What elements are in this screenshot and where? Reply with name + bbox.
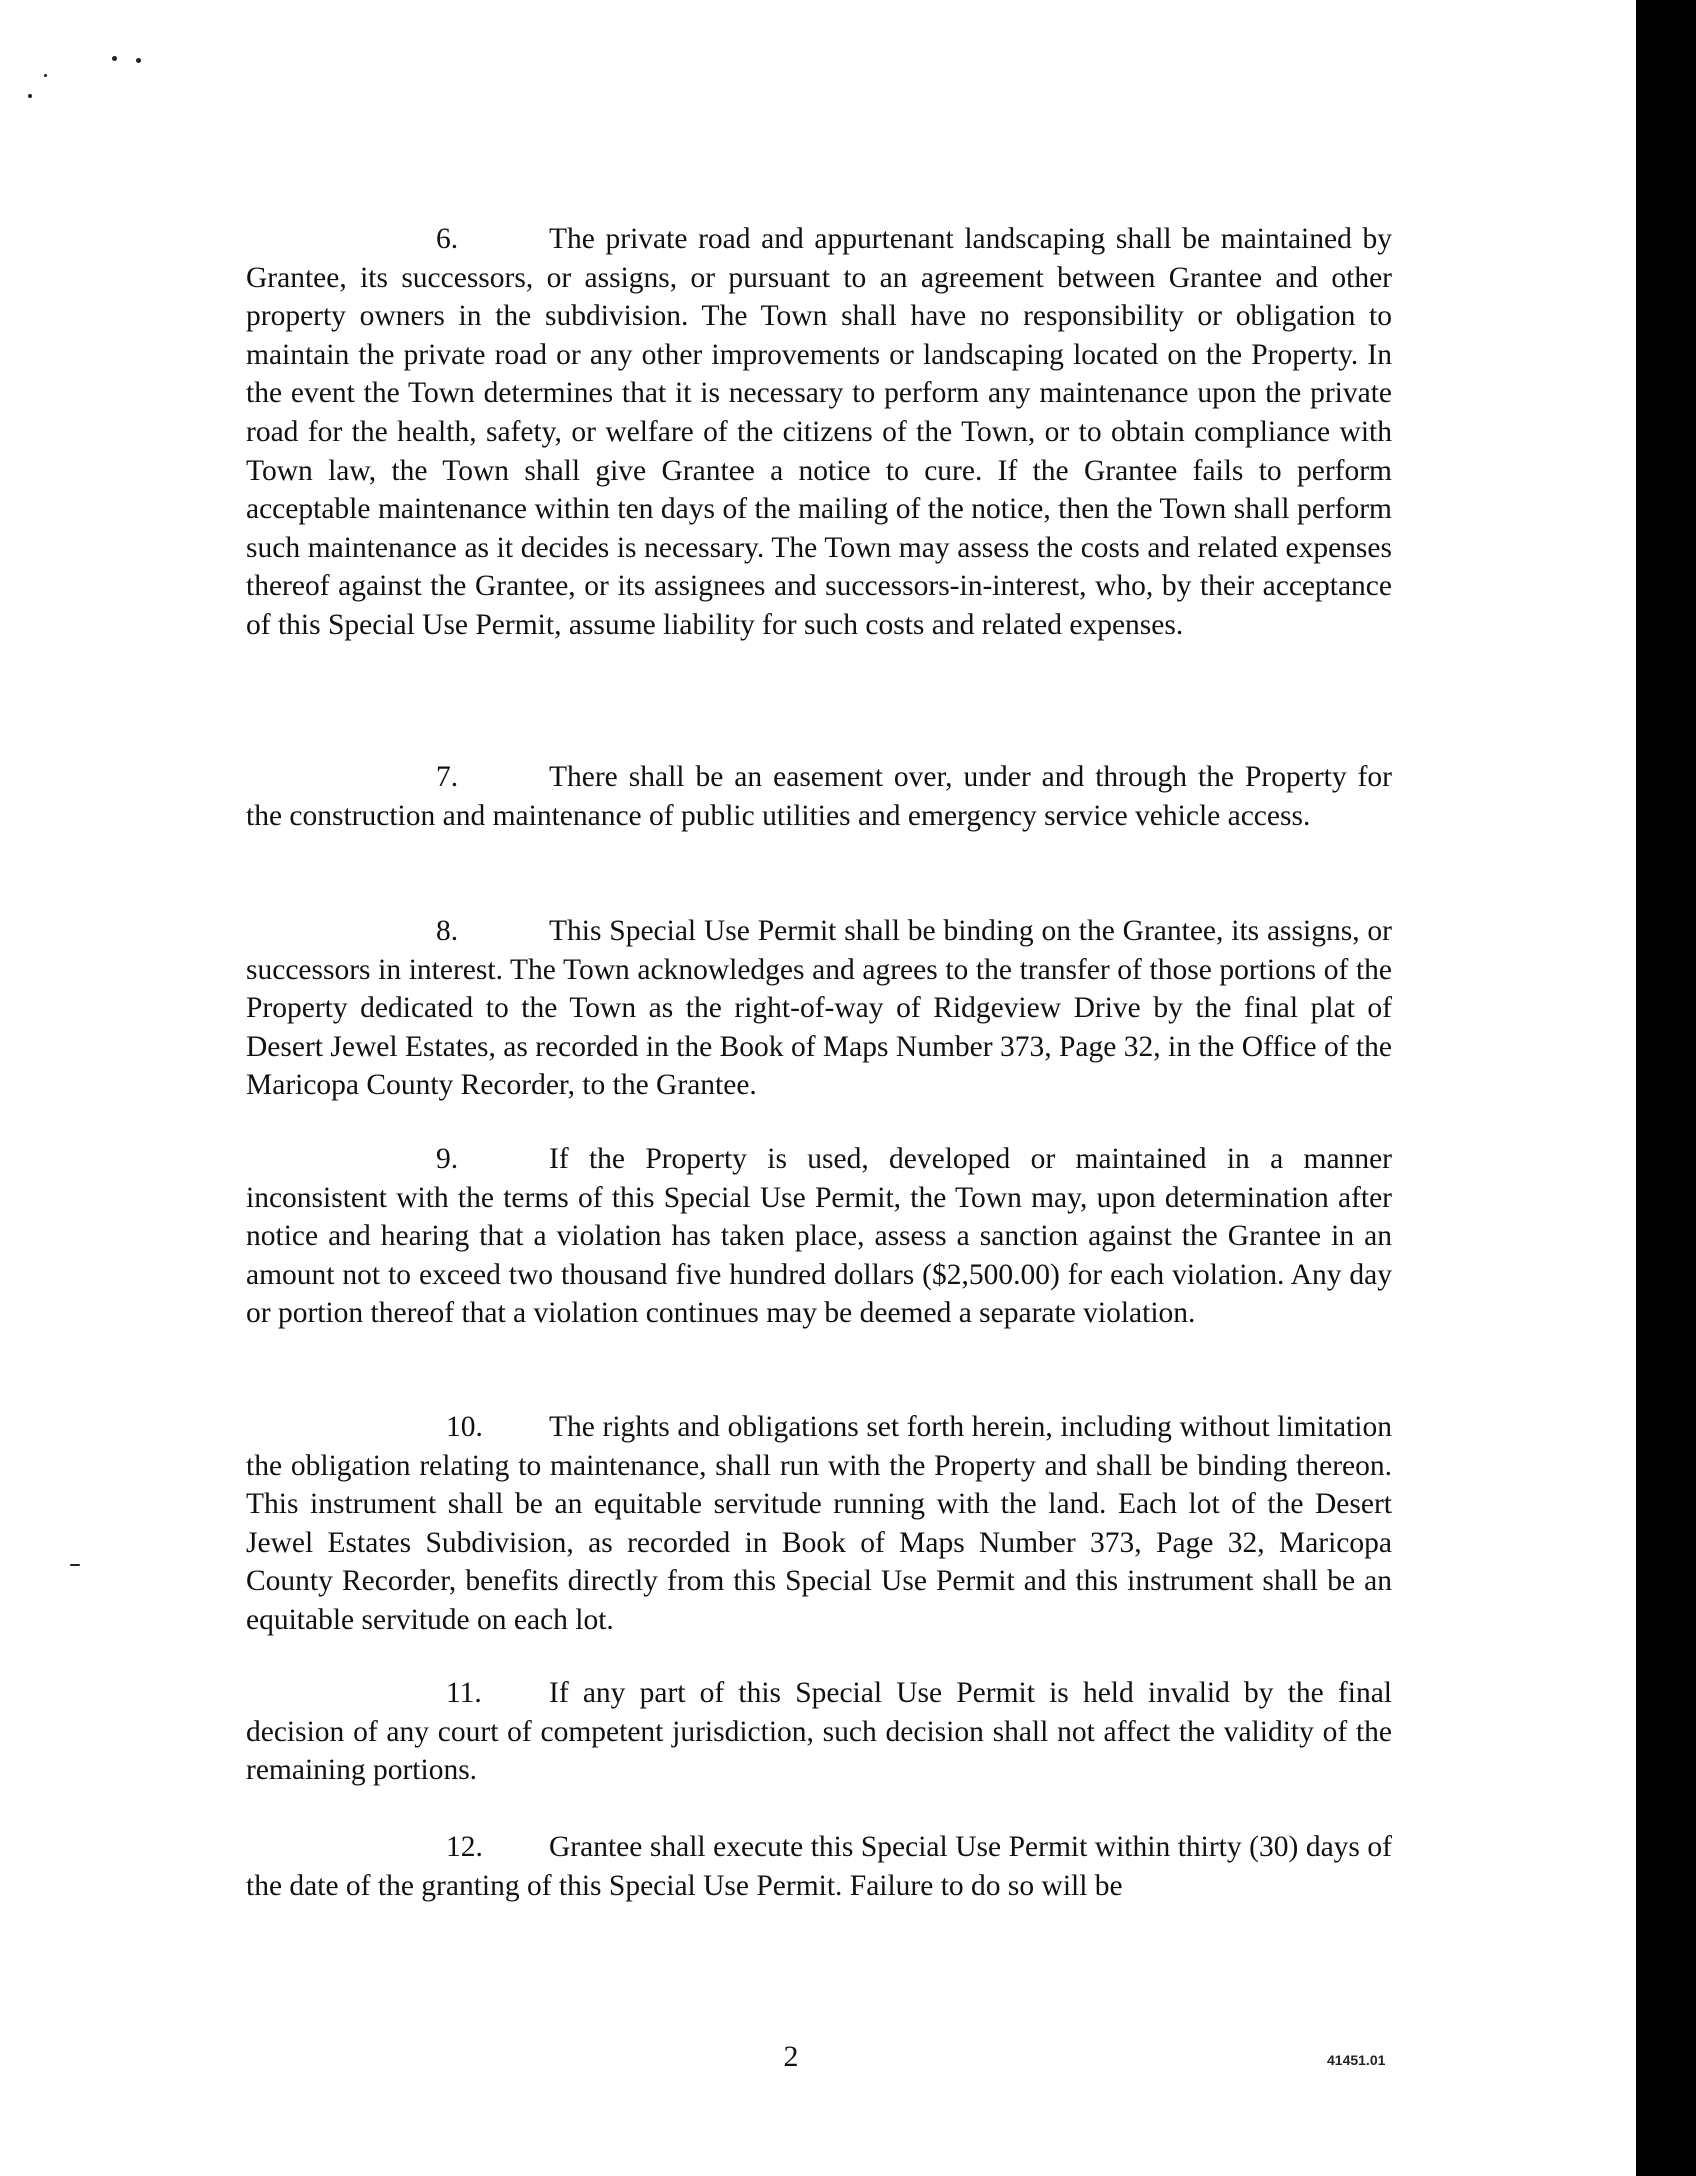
paragraph-11 — [246, 1674, 1392, 1790]
scan-speck — [70, 1564, 80, 1566]
paragraph-number: 6. — [436, 223, 459, 255]
paragraph-6 — [246, 220, 1392, 645]
scan-speck — [136, 58, 141, 63]
paragraph-8 — [246, 912, 1392, 1105]
page-number: 2 — [783, 2040, 799, 2073]
paragraph-10 — [246, 1408, 1392, 1640]
paragraph-text: This Special Use Permit shall be binding on the Grantee, its assigns, or successors in interest. The Town acknowledges and agrees to the transfer of those portions of the Property dedicated to the Town as the right-of-way of Ridgeview Drive by the final plat of Desert Jewel Estates, as recorded in the Book of Maps Number 373, Page 32, in the Office of the Maricopa County Recorder, to the Grantee. — [246, 915, 1392, 1102]
paragraph-number: 8. — [436, 915, 459, 947]
scan-edge-border — [1636, 0, 1696, 2176]
paragraph-number: 7. — [436, 761, 459, 793]
paragraph-text: If the Property is used, developed or maintained in a manner inconsistent with the terms of this Special Use Permit, the Town may, upon determination after notice and hearing that a violation has taken place, assess a sanction against the Grantee in an amount not to exceed two thousand five hundred dollars ($2,500.00) for each violation. Any day or portion thereof that a violation continues may be deemed a separate violation. — [246, 1143, 1392, 1330]
paragraph-number: 12. — [446, 1831, 483, 1863]
scan-speck — [44, 74, 47, 77]
scan-speck — [112, 56, 117, 61]
paragraph-number: 11. — [446, 1677, 482, 1709]
paragraph-number: 9. — [436, 1143, 459, 1175]
scan-speck — [28, 94, 32, 98]
paragraph-text: The private road and appurtenant landscaping shall be maintained by Grantee, its successors, or assigns, or pursuant to an agreement between Grantee and other property owners in the subdivision. The Town shall have no responsibility or obligation to maintain the private road or any other improvements or landscaping located on the Property. In the event the Town determines that it is necessary to perform any maintenance upon the private road for the health, safety, or welfare of the citizens of the Town, or to obtain compliance with Town law, the Town shall give Grantee a notice to cure. If the Grantee fails to perform acceptable maintenance within ten days of the mailing of the notice, then the Town shall perform such maintenance as it decides is necessary. The Town may assess the costs and related expenses thereof against the Grantee, or its assignees and successors-in-interest, who, by their acceptance of this Special Use Permit, assume liability for such costs and related expenses. — [246, 223, 1392, 641]
paragraph-text: If any part of this Special Use Permit is held invalid by the final decision of any court of competent jurisdiction, such decision shall not affect the validity of the remaining portions. — [246, 1677, 1392, 1787]
document-id: 41451.01 — [1327, 2052, 1386, 2068]
paragraph-text: There shall be an easement over, under and through the Property for the construction and maintenance of public utilities and emergency service vehicle access. — [246, 761, 1392, 832]
paragraph-9 — [246, 1140, 1392, 1333]
paragraph-number: 10. — [446, 1411, 483, 1443]
paragraph-text: The rights and obligations set forth herein, including without limitation the obligation relating to maintenance, shall run with the Property and shall be binding thereon. This instrument shall be an equitable servitude running with the land. Each lot of the Desert Jewel Estates Subdivision, as recorded in Book of Maps Number 373, Page 32, Maricopa County Recorder, benefits directly from this Special Use Permit and this instrument shall be an equitable servitude on each lot. — [246, 1411, 1392, 1636]
paragraph-text: Grantee shall execute this Special Use Permit within thirty (30) days of the date of the granting of this Special Use Permit. Failure to do so will be — [246, 1831, 1392, 1902]
paragraph-7 — [246, 758, 1392, 835]
paragraph-12 — [246, 1828, 1392, 1905]
